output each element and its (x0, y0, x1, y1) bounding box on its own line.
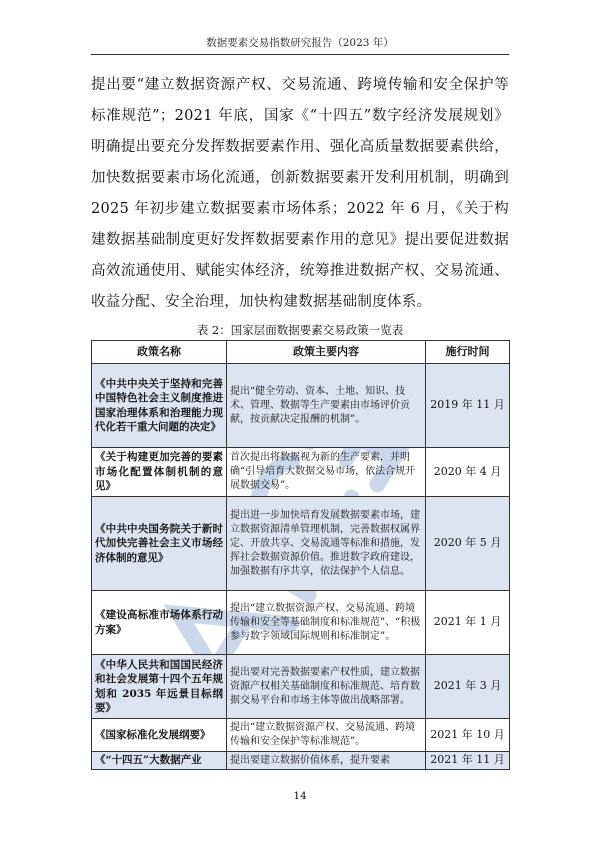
header-title: 数据要素交易指数研究报告（2023 年） (206, 37, 394, 49)
policy-content: 首次提出将数据视为新的生产要素，并明确“引导培育大数据交易市场，依法合规开展数据交易”。 (227, 448, 426, 497)
policy-date: 2021 年 1 月 (426, 591, 510, 655)
table-row (92, 752, 510, 770)
policy-name: 《国家标准化发展纲要》 (92, 719, 227, 752)
policy-date: 2021 年 3 月 (426, 655, 510, 719)
paragraph-text: 提出要“建立数据资源产权、交易流通、跨境传输和安全保护等标准规范”；2021 年底，国家《“十四五”数字经济发展规划》明确提出要充分发挥数据要素作用、强化高质量数据要素供给，加快数据要素市场化流通，创新数据要素开发利用机制，明确到 2025 年初步建立数据要素市场体系；2022 年 6 月，《关于构建数据基础制度更好发挥数据要素作用的意见》提出要促进数据高效流通使用、赋能实体经济，统筹推进数据产权、交易流通、收益分配、安全治理，加快构建数据基础制度体系。 (91, 77, 509, 310)
policy-content: 提出要建立数据价值体系，提升要素 (227, 752, 426, 770)
policy-content: 提出“建立数据资源产权、交易流通、跨境传输和安全保护等标准规范”。 (227, 719, 426, 752)
table-row (92, 364, 510, 448)
policy-name: 《“十四五”大数据产业 (92, 752, 227, 770)
table-row (92, 448, 510, 497)
policy-content: 提出要对完善数据要素产权性质，建立数据资源产权相关基础制度和标准规范、培育数据交易平台和市场主体等做出战略部署。 (227, 655, 426, 719)
policy-content: 提出进一步加快培育发展数据要素市场，建立数据资源清单管理机制，完善数据权属界定、开放共享、交易流通等标准和措施，发挥社会数据资源价值。推进数字政府建设，加强数据有序共享，依法保护个人信息。 (227, 497, 426, 591)
policy-name: 《关于构建更加完善的要素市场化配置体制机制的意见》 (92, 448, 227, 497)
header-policy-content: 政策主要内容 (227, 341, 426, 364)
policy-date: 2021 年 11 月 (426, 752, 510, 770)
table-caption: 表 2：国家层面数据要素交易政策一览表 (196, 323, 404, 337)
policy-content: 提出“建立数据资源产权、交易流通、跨境传输和安全等基础制度和标准规范”、“积极参与数字领域国际规则和标准制定”。 (227, 591, 426, 655)
policy-table (91, 340, 510, 770)
table-header-row (92, 341, 510, 364)
policy-date: 2020 年 5 月 (426, 497, 510, 591)
page-number: 14 (293, 790, 307, 802)
policy-date: 2020 年 4 月 (426, 448, 510, 497)
policy-name: 《中华人民共和国国民经济和社会发展第十四个五年规划和 2035 年远景目标纲要》 (92, 655, 227, 719)
policy-date: 2019 年 11 月 (426, 364, 510, 448)
table-row (92, 719, 510, 752)
header-effective-date: 施行时间 (426, 341, 510, 364)
policy-content: 提出“健全劳动、资本、土地、知识、技术、管理、数据等生产要素由市场评价贡献，按贡献决定报酬的机制”。 (227, 364, 426, 448)
header-policy-name: 政策名称 (92, 341, 227, 364)
table-row (92, 497, 510, 591)
policy-name: 《中共中央关于坚持和完善中国特色社会主义制度推进国家治理体系和治理能力现代化若干重大问题的决定》 (92, 364, 227, 448)
page-header (91, 36, 509, 55)
policy-name: 《中共中央国务院关于新时代加快完善社会主义市场经济体制的意见》 (92, 497, 227, 591)
table-row (92, 655, 510, 719)
policy-date: 2021 年 10 月 (426, 719, 510, 752)
body-paragraph (91, 70, 509, 318)
table-row (92, 591, 510, 655)
policy-name: 《建设高标准市场体系行动方案》 (92, 591, 227, 655)
